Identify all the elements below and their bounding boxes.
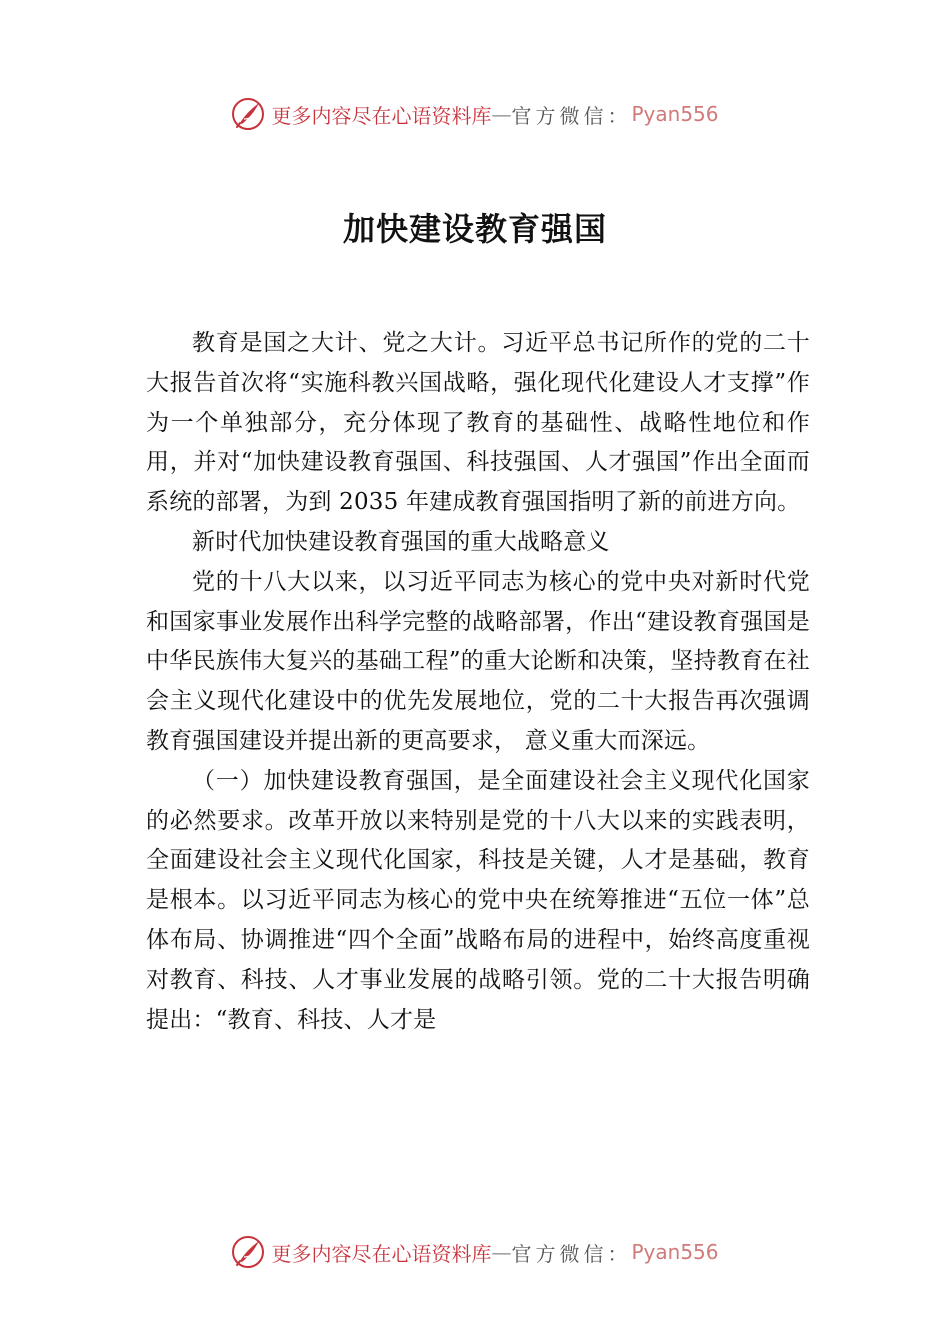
watermark-wechat-id: Pyan556 (631, 1240, 719, 1264)
watermark-official-label: 官方微信： (511, 1241, 632, 1266)
paragraph-significance: 党的十八大以来，以习近平同志为核心的党中央对新时代党和国家事业发展作出科学完整的战略部署，作出“建设教育强国是中华民族伟大复兴的基础工程”的重大论断和决策，坚持教育在社会主义现代化建设中的优先发展地位，党的二十大报告再次强调教育强国建设并提出新的更高要求， 意义重大而深远。 (146, 568, 810, 754)
watermark-official-label: 官方微信： (511, 103, 632, 128)
watermark-main-text: 更多内容尽在心语资料库 (271, 103, 492, 128)
watermark-wechat-id: Pyan556 (631, 102, 719, 126)
watermark-main-text: 更多内容尽在心语资料库 (271, 1241, 492, 1266)
document-body (146, 324, 810, 1040)
quill-logo-icon (231, 97, 265, 131)
paragraph-section-heading: 新时代加快建设教育强国的重大战略意义 (192, 528, 610, 555)
paragraph-point-one: （一）加快建设教育强国，是全面建设社会主义现代化国家的必然要求。改革开放以来特别是党的十八大以来的实践表明，全面建设社会主义现代化国家，科技是关键，人才是基础，教育是根本。以习近平同志为核心的党中央在统筹推进“五位一体”总体布局、协调推进“四个全面”战略布局的进程中，始终高度重视对教育、科技、人才事业发展的战略引领。党的二十大报告明确提出：“教育、科技、人才是 (146, 767, 810, 1033)
document-title: 加快建设教育强国 (342, 210, 607, 248)
header-watermark (0, 96, 950, 132)
watermark-dash: — (491, 1240, 512, 1264)
footer-watermark (0, 1234, 950, 1270)
watermark-dash: — (491, 102, 512, 126)
quill-logo-icon (231, 1235, 265, 1269)
paragraph-intro: 教育是国之大计、党之大计。习近平总书记所作的党的二十大报告首次将“实施科教兴国战略，强化现代化建设人才支撑”作为一个单独部分，充分体现了教育的基础性、战略性地位和作用，并对“加快建设教育强国、科技强国、人才强国”作出全面而系统的部署，为到 2035 年建成教育强国指明了新的前进方向。 (146, 330, 810, 516)
